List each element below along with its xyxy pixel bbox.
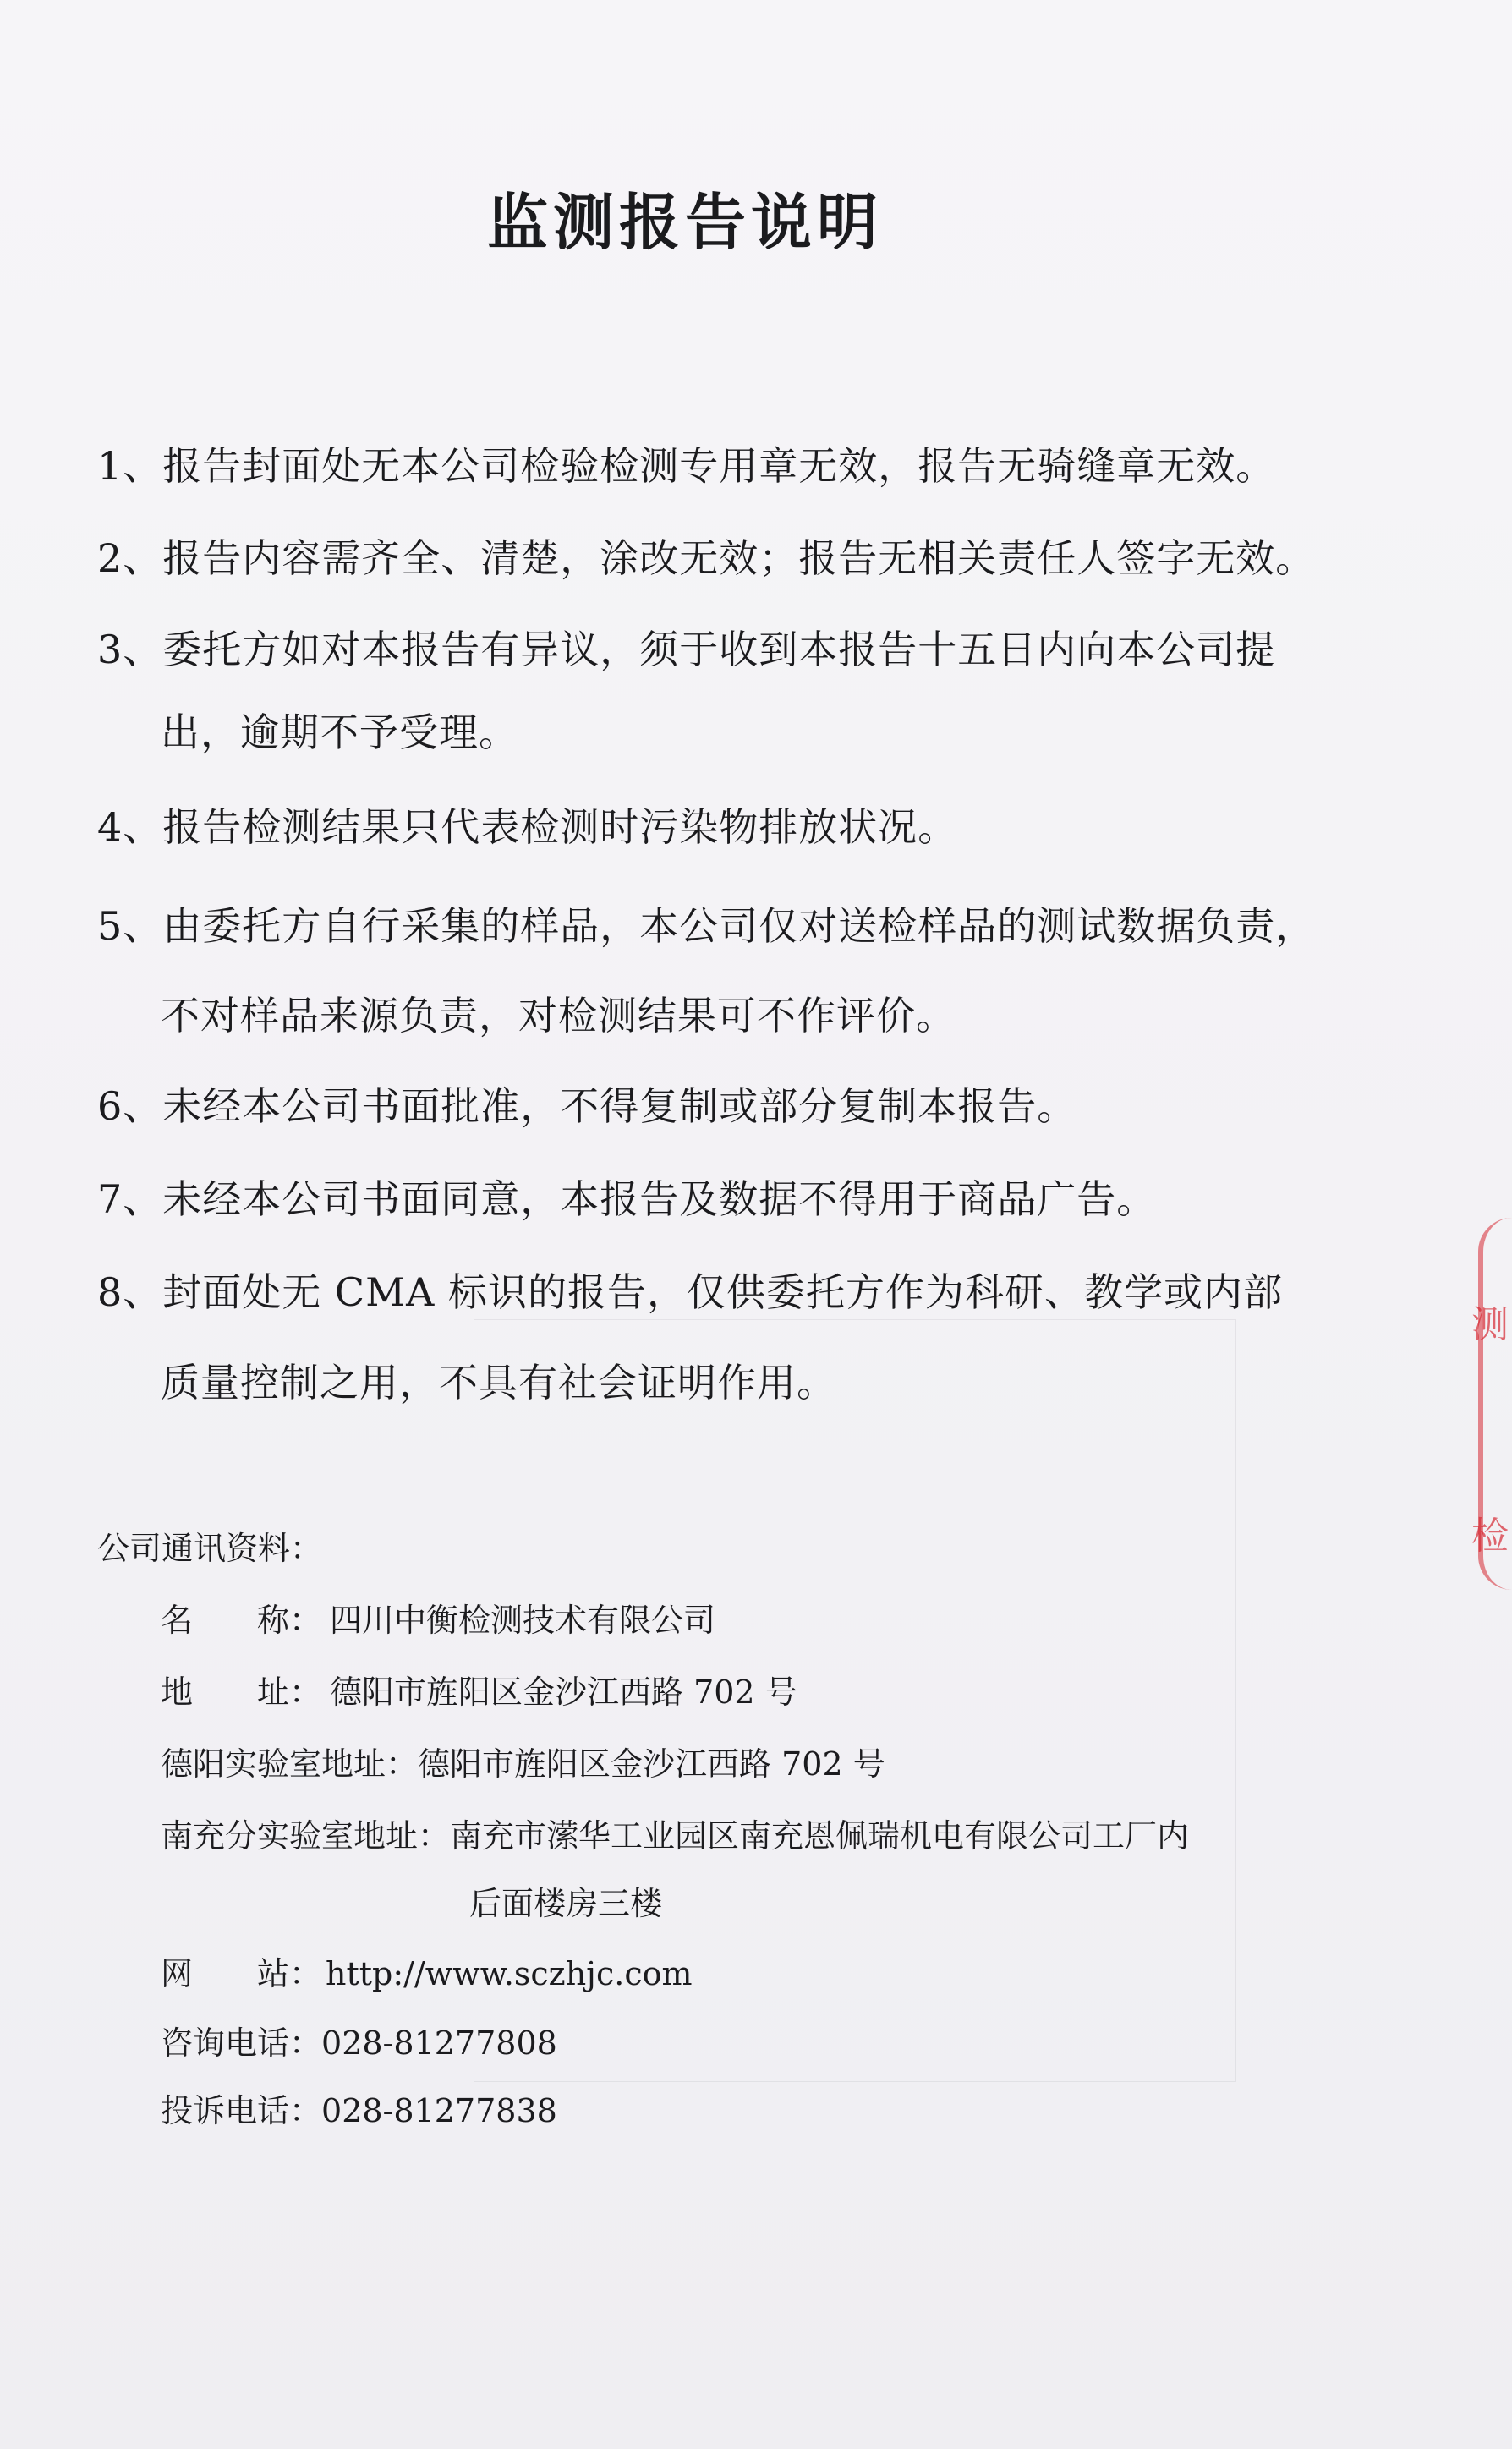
contact-address: 德阳市旌阳区金沙江西路 702 号 xyxy=(330,1674,797,1711)
note-5: 5、由委托方自行采集的样品，本公司仅对送检样品的测试数据负责， xyxy=(97,903,1316,949)
note-8: 8、封面处无 CMA 标识的报告，仅供委托方作为科研、教学或内部 xyxy=(97,1269,1284,1315)
note-7: 7、未经本公司书面同意，本报告及数据不得用于商品广告。 xyxy=(97,1176,1157,1222)
contact-name-label: 名 称： xyxy=(161,1602,322,1639)
note-8-cont: 质量控制之用，不具有社会证明作用。 xyxy=(161,1360,836,1405)
contact-nanchong-lab-label: 南充分实验室地址： xyxy=(161,1817,451,1855)
contact-complaint-phone: 028-81277838 xyxy=(321,2092,557,2129)
contact-consult-phone: 028-81277808 xyxy=(321,2024,557,2062)
contact-complaint-label: 投诉电话： xyxy=(161,2092,322,2129)
page-title: 监测报告说明 xyxy=(486,186,883,258)
seal-char-2: 检 xyxy=(1471,1515,1509,1558)
seal-char-1: 测 xyxy=(1471,1303,1509,1346)
contact-deyang-lab: 德阳市旌阳区金沙江西路 702 号 xyxy=(418,1745,885,1783)
contact-name: 四川中衡检测技术有限公司 xyxy=(330,1602,716,1639)
contact-deyang-lab-row xyxy=(161,1738,885,1784)
contact-website-label: 网 站： xyxy=(161,1955,322,1992)
contact-address-label: 地 址： xyxy=(161,1674,322,1711)
contact-deyang-lab-label: 德阳实验室地址： xyxy=(161,1745,419,1783)
contact-nanchong-lab-line1: 南充市潆华工业园区南充恩佩瑞机电有限公司工厂内 xyxy=(450,1817,1190,1855)
contact-address-row xyxy=(161,1666,797,1712)
note-3: 3、委托方如对本报告有异议，须于收到本报告十五日内向本公司提 xyxy=(97,627,1276,672)
contact-heading: 公司通讯资料： xyxy=(97,1530,323,1567)
contact-complaint-row xyxy=(161,2085,557,2131)
contact-nanchong-lab-line2: 后面楼房三楼 xyxy=(469,1885,663,1922)
contact-consult-label: 咨询电话： xyxy=(161,2024,322,2062)
note-1: 1、报告封面处无本公司检验检测专用章无效，报告无骑缝章无效。 xyxy=(97,443,1276,489)
note-3-cont: 出，逾期不予受理。 xyxy=(161,709,518,755)
note-5-cont: 不对样品来源负责，对检测结果可不作评价。 xyxy=(161,993,956,1038)
contact-nanchong-lab-row xyxy=(161,1810,1189,1856)
contact-name-row xyxy=(161,1594,715,1641)
contact-website: http://www.sczhjc.com xyxy=(326,1955,693,1992)
note-4: 4、报告检测结果只代表检测时污染物排放状况。 xyxy=(97,804,958,850)
contact-website-row xyxy=(161,1948,693,1994)
note-6: 6、未经本公司书面批准，不得复制或部分复制本报告。 xyxy=(97,1083,1077,1129)
note-2: 2、报告内容需齐全、清楚，涂改无效；报告无相关责任人签字无效。 xyxy=(97,535,1316,581)
contact-consult-row xyxy=(161,2017,557,2063)
